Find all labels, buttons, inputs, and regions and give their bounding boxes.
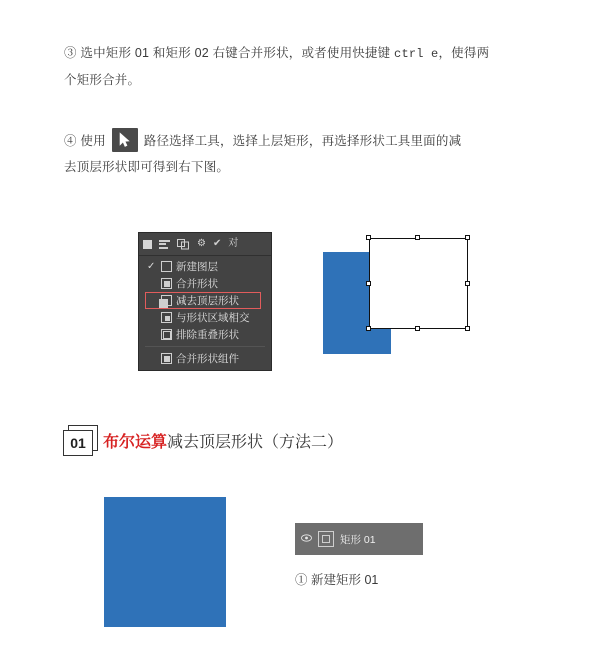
selection-handle-top-center[interactable] — [415, 235, 420, 240]
step4-text-c: 去顶层形状即可得到右下图。 — [64, 160, 230, 174]
step3-text-line2: 个矩形合并。 — [64, 73, 141, 87]
paragraph-step-3 — [64, 40, 544, 93]
selection-handle-middle-right[interactable] — [465, 281, 470, 286]
eye-icon[interactable] — [301, 534, 312, 545]
menu-item-label: 合并形状组件 — [176, 353, 239, 365]
menu-item-label: 减去顶层形状 — [176, 295, 239, 307]
align-icon[interactable] — [159, 240, 170, 249]
align-label: 对 — [228, 238, 239, 249]
intersect-shape-areas-icon — [161, 312, 172, 323]
step3-text-b: ，使得两 — [438, 46, 490, 60]
subtract-front-shape-icon — [161, 295, 172, 306]
selection-handle-bottom-left[interactable] — [366, 326, 371, 331]
fill-swatch-icon[interactable] — [143, 240, 152, 249]
step4-text-a: ④ 使用 — [64, 134, 106, 148]
panel-toolbar — [139, 233, 271, 256]
blue-square-shape — [104, 497, 226, 627]
menu-item-label: 合并形状 — [176, 278, 218, 290]
menu-item-subtract-front-shape[interactable] — [139, 292, 271, 309]
layer-panel-row[interactable] — [295, 523, 423, 555]
menu-item-label: 排除重叠形状 — [176, 329, 239, 341]
step3-shortcut: ctrl e — [394, 47, 439, 61]
section-title-rest: 减去顶层形状（方法二） — [167, 434, 344, 451]
step-caption: ① 新建矩形 01 — [295, 573, 379, 587]
shape-ops-menu — [139, 256, 271, 370]
selection-handle-bottom-center[interactable] — [415, 326, 420, 331]
path-selection-tool-icon — [112, 128, 138, 152]
menu-item-exclude-overlapping-shapes[interactable] — [139, 326, 271, 343]
section-title — [103, 432, 343, 454]
check-icon: ✓ — [147, 261, 156, 272]
paragraph-step-4 — [64, 128, 544, 180]
merge-shape-components-icon — [161, 353, 172, 364]
selected-outline-rectangle — [369, 238, 468, 329]
exclude-overlapping-shapes-icon — [161, 329, 172, 340]
selection-handle-bottom-right[interactable] — [465, 326, 470, 331]
section-title-highlight: 布尔运算 — [103, 434, 168, 451]
combine-shapes-icon — [161, 278, 172, 289]
gear-icon[interactable]: ⚙ — [197, 238, 206, 249]
menu-item-merge-shape-components[interactable] — [139, 350, 271, 367]
menu-item-new-layer[interactable] — [139, 258, 271, 275]
selection-handle-top-left[interactable] — [366, 235, 371, 240]
step3-text-a: ③ 选中矩形 01 和矩形 02 右键合并形状，或者使用快捷键 — [64, 46, 395, 60]
selection-handle-middle-left[interactable] — [366, 281, 371, 286]
align-checkbox[interactable]: ✔ — [212, 238, 222, 249]
menu-separator — [145, 346, 265, 347]
section-number-badge: 01 — [63, 430, 93, 456]
selection-handle-top-right[interactable] — [465, 235, 470, 240]
layer-thumbnail-icon — [318, 531, 334, 547]
menu-item-combine-shapes[interactable] — [139, 275, 271, 292]
new-layer-icon — [161, 261, 172, 272]
step4-text-b: 路径选择工具，选择上层矩形，再选择形状工具里面的减 — [143, 134, 462, 148]
menu-item-intersect-shape-areas[interactable] — [139, 309, 271, 326]
menu-item-label: 与形状区域相交 — [176, 312, 250, 324]
layer-name: 矩形 01 — [340, 533, 376, 546]
menu-item-label: 新建图层 — [176, 261, 218, 273]
path-ops-icon[interactable] — [177, 239, 190, 250]
photoshop-shape-ops-panel — [138, 232, 272, 371]
